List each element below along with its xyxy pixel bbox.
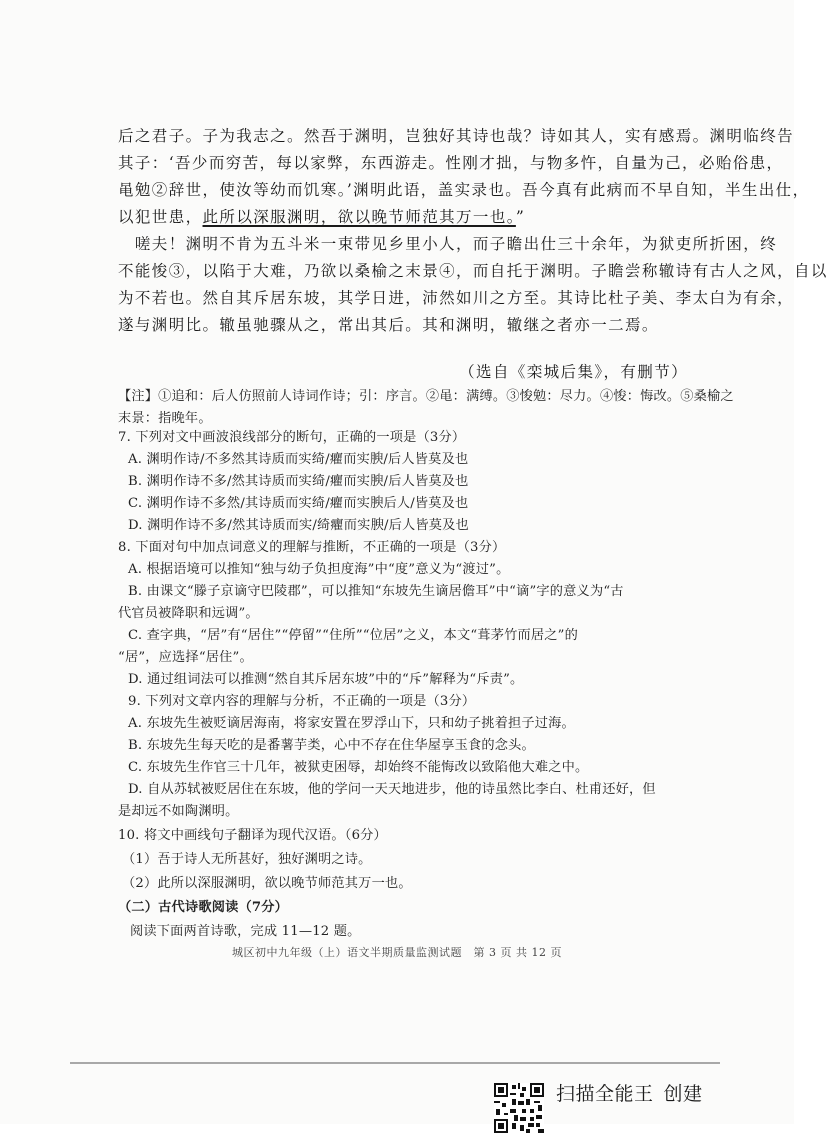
q8-line-c-cont: “居”，应选择“居住”。 [118,650,253,665]
notes-line-2: 末景：指晚年。 [118,411,212,426]
q7-option-b: B. 渊明作诗不多/然其诗质而实绮/癯而实腴/后人皆莫及也 [128,474,469,489]
q9-stem: 9. 下列对文章内容的理解与分析，不正确的一项是（3分） [128,694,476,709]
page-footer: 城区初中九年级（上）语文半期质量监测试题 第 3 页 共 12 页 [232,946,562,959]
q9-line-a: A. 东坡先生被贬谪居海南，将家安置在罗浮山下，只和幼子挑着担子过海。 [128,716,575,731]
passage-line-4 [118,207,706,227]
q9-line-d: D. 自从苏轼被贬居住在东坡，他的学问一天天地进步，他的诗虽然比李白、杜甫还好，但 [128,782,656,797]
q7-option-d: D. 渊明作诗不多/然其诗质而实/绮癯而实腴/后人皆莫及也 [128,518,469,533]
passage-line-2: 其子：‘吾少而穷苦，每以家弊，东西游走。性刚才拙，与物多忤，自量为己，必贻俗患， [118,154,784,172]
section-2-intro: 阅读下面两首诗歌，完成 11—12 题。 [130,924,361,939]
q7-stem: 7. 下列对文中画波浪线部分的断句，正确的一项是（3分） [118,430,466,445]
scanner-watermark [556,1080,703,1108]
passage-line-6: 不能悛③，以陷于大难，乃欲以桑榆之末景④，而自托于渊明。子瞻尝称辙诗有古人之风，自以 [118,262,828,280]
q8-line-a: A. 根据语境可以推知“独与幼子负担度海”中“度”意义为“渡过”。 [128,562,510,577]
q10-stem: 10. 将文中画线句子翻译为现代汉语。（6分） [118,828,387,843]
q7-option-c: C. 渊明作诗不多然/其诗质而实绮/癯而实腴后人/皆莫及也 [128,496,469,511]
scan-edge-line [70,1062,720,1064]
q10-item-1: （1）吾于诗人无所甚好，独好渊明之诗。 [122,852,372,867]
closing-quote: ” [515,208,526,226]
passage-line-4-start: 以犯世患， [118,208,203,226]
passage-line-3: 黾勉②辞世，使汝等幼而饥寒。’渊明此语，盖实录也。吾今真有此病而不早自知，半生出仕， [118,181,810,199]
passage-line-7: 为不若也。然自其斥居东坡，其学日进，沛然如川之方至。其诗比杜子美、李太白为有余， [118,289,795,307]
passage-line-5: 嗟夫！渊明不肯为五斗米一束带见乡里小人，而子瞻出仕三十余年，为狱吏所折困，终 [118,235,778,253]
q8-line-b: B. 由课文“滕子京谪守巴陵郡”，可以推知“东坡先生谪居儋耳”中“谪”字的意义为“古 [128,584,624,599]
brand-action: 创建 [663,1083,703,1105]
q8-line-d: D. 通过组词法可以推测“然自其斥居东坡”中的“斥”解释为“斥责”。 [128,672,524,687]
brand-name: 扫描全能王 [556,1083,654,1105]
underlined-sentence: 此所以深服渊明，欲以晚节师范其万一也。 [202,208,516,226]
passage-line-8: 遂与渊明比。辙虽驰骤从之，常出其后。其和渊明，辙继之者亦一二焉。 [118,316,659,334]
q8-stem: 8. 下面对句中加点词意义的理解与推断，不正确的一项是（3分） [118,540,506,555]
qr-code-icon [494,1083,544,1133]
section-2-heading: （二）古代诗歌阅读（7分） [118,900,289,915]
notes-line-1: 【注】①追和：后人仿照前人诗词作诗；引：序言。②黾：满缚。③悛勉：尽力。④悛：悔改。⑤桑榆之 [118,389,734,404]
q8-line-b-cont: 代官员被降职和远调”。 [118,606,259,621]
q9-line-d-cont: 是却远不如陶渊明。 [118,804,239,819]
q8-line-c: C. 查字典，“居”有“居住”“停留”“住所”“位居”之义，本文“葺茅竹而居之”的 [128,628,578,643]
q10-item-2: （2）此所以深服渊明，欲以晚节师范其万一也。 [122,876,412,891]
passage-source: （选自《栾城后集》，有删节） [459,363,688,381]
q9-line-c: C. 东坡先生作官三十几年，被狱吏困辱，却始终不能悔改以致陷他大难之中。 [128,760,589,775]
q9-line-b: B. 东坡先生每天吃的是番薯芋类，心中不存在住华屋享玉食的念头。 [128,738,535,753]
q7-option-a: A. 渊明作诗/不多然其诗质而实绮/癯而实腴/后人皆莫及也 [128,452,469,467]
passage-line-1: 后之君子。子为我志之。然吾于渊明，岂独好其诗也哉？诗如其人，实有感焉。渊明临终告 [118,127,795,145]
